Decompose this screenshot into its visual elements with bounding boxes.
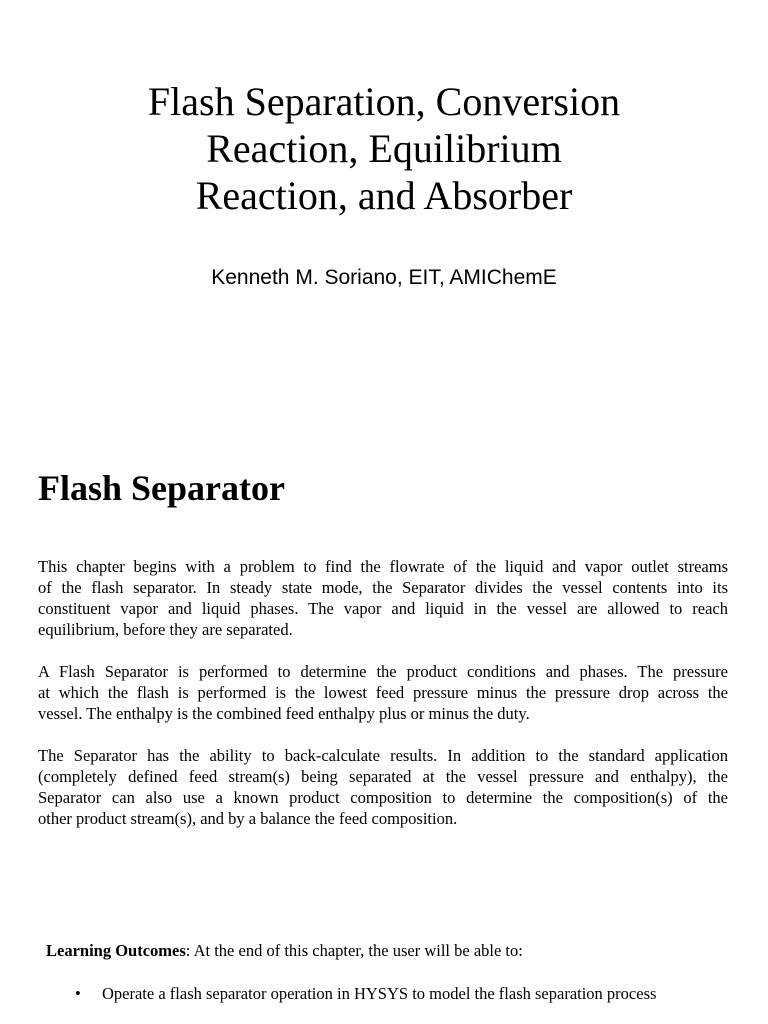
paragraph-line: The Separator has the ability to back-calculate results. In addition to the standard application xyxy=(38,746,728,765)
paragraph-line: A Flash Separator is performed to determine the product conditions and phases. The pressure xyxy=(38,662,728,681)
learning-outcomes-list xyxy=(75,983,656,1004)
paragraph-line: constituent vapor and liquid phases. The vapor and liquid in the vessel are allowed to reach xyxy=(38,599,728,618)
document-title xyxy=(0,78,768,219)
author-line: Kenneth M. Soriano, EIT, AMIChemE xyxy=(211,266,557,289)
body-paragraph xyxy=(38,556,728,640)
body-paragraph xyxy=(38,745,728,829)
title-line: Reaction, Equilibrium xyxy=(206,126,562,171)
paragraph-line: other product stream(s), and by a balance the feed composition. xyxy=(38,809,458,828)
section-heading: Flash Separator xyxy=(38,468,285,508)
paragraph-line: This chapter begins with a problem to find the flowrate of the liquid and vapor outlet streams xyxy=(38,557,728,576)
title-line: Reaction, and Absorber xyxy=(195,173,573,218)
paragraph-line: equilibrium, before they are separated. xyxy=(38,620,293,639)
title-line: Flash Separation, Conversion xyxy=(147,79,621,124)
bullet-icon: • xyxy=(75,984,81,1003)
learning-outcomes-intro xyxy=(46,940,523,961)
paragraph-line: Separator can also use a known product composition to determine the composition(s) of the xyxy=(38,788,728,807)
list-item-text: Operate a flash separator operation in HYSYS to model the flash separation process xyxy=(102,984,657,1003)
body-paragraph xyxy=(38,661,728,724)
list-item xyxy=(75,983,656,1004)
learning-outcomes-label: Learning Outcomes xyxy=(46,941,186,960)
learning-outcomes-text: : At the end of this chapter, the user will be able to: xyxy=(185,941,523,960)
paragraph-line: of the flash separator. In steady state mode, the Separator divides the vessel contents into its xyxy=(38,578,728,597)
paragraph-line: at which the flash is performed is the lowest feed pressure minus the pressure drop across the xyxy=(38,683,728,702)
paragraph-line: (completely defined feed stream(s) being separated at the vessel pressure and enthalpy), the xyxy=(38,767,728,786)
paragraph-line: vessel. The enthalpy is the combined feed enthalpy plus or minus the duty. xyxy=(38,704,530,723)
